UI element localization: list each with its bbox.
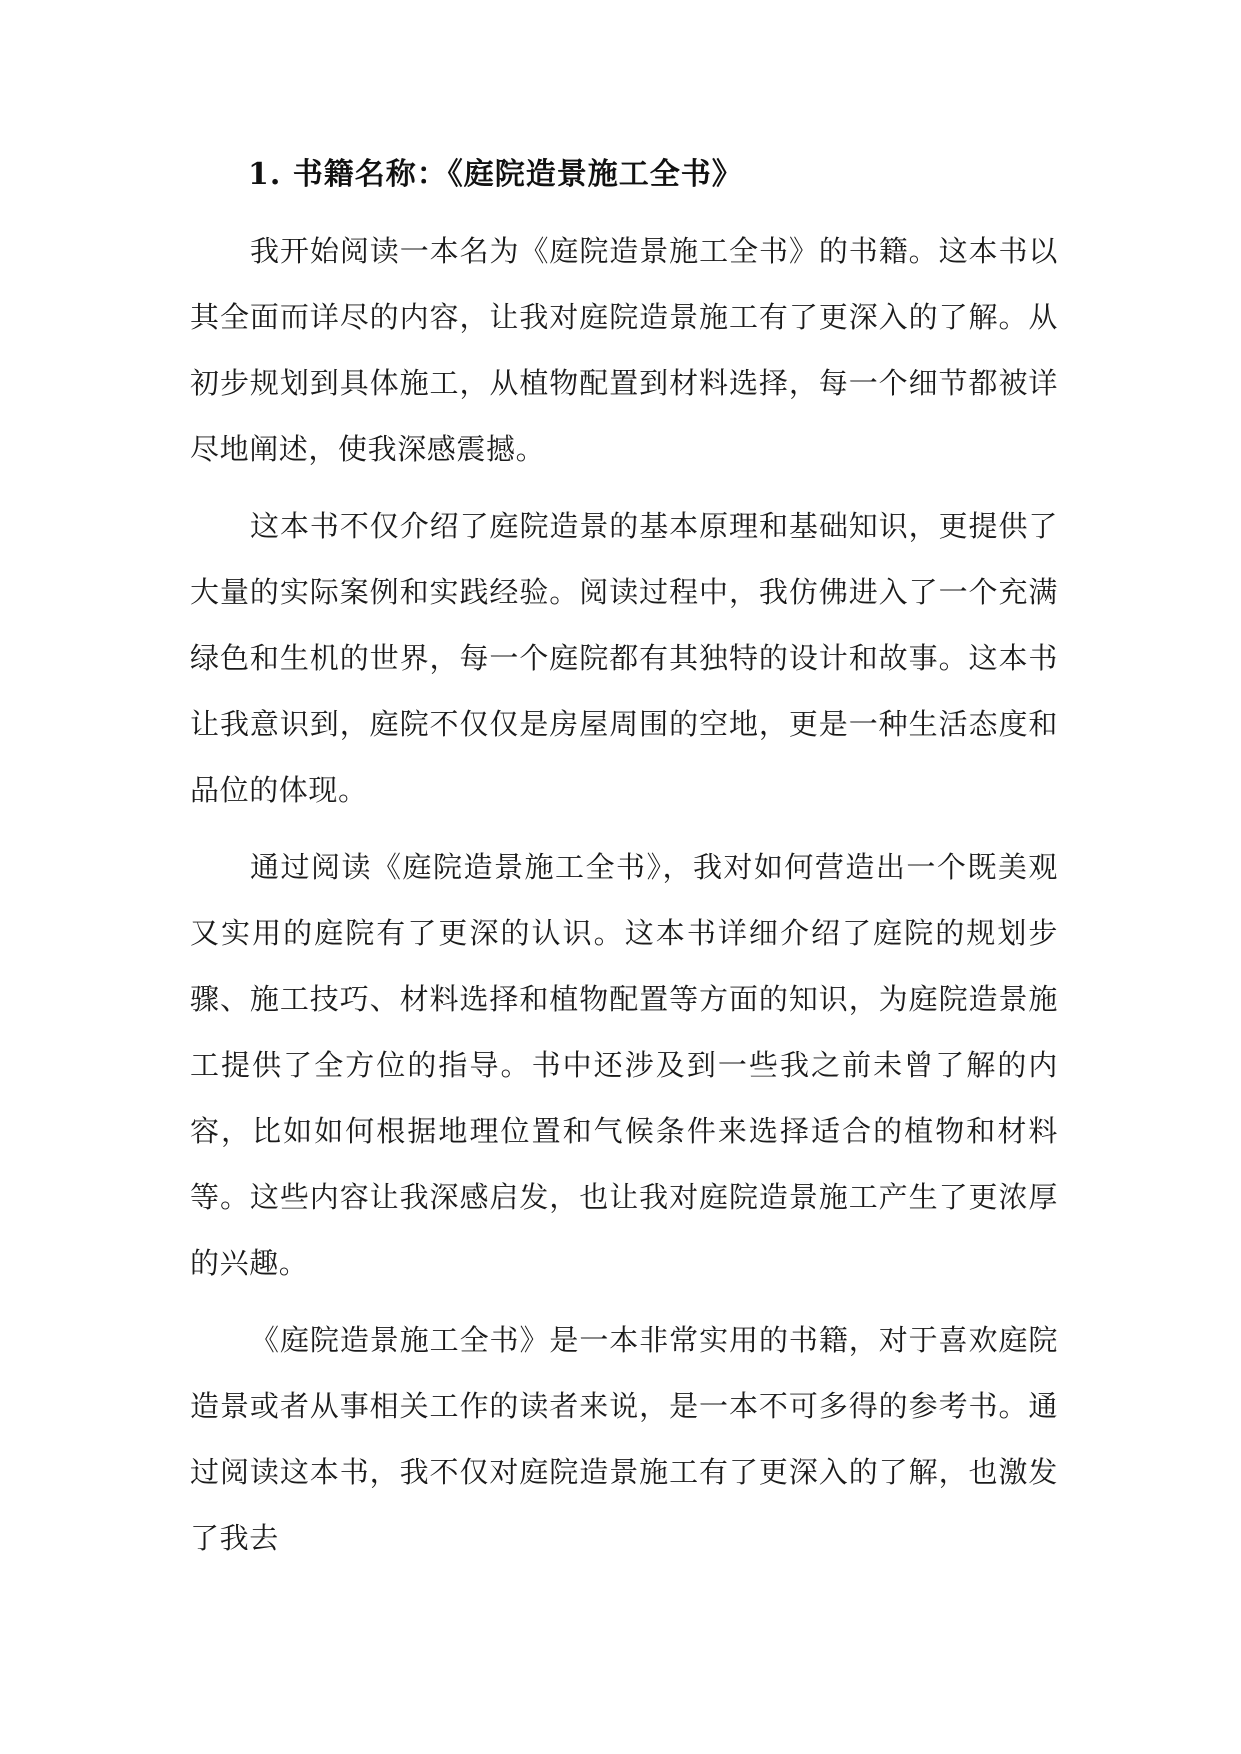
- paragraph-1: 我开始阅读一本名为《庭院造景施工全书》的书籍。这本书以其全面而详尽的内容，让我对庭院造景施工有了更深入的了解。从初步规划到具体施工，从植物配置到材料选择，每一个细节都被详尽地阐述，使我深感震撼。: [190, 234, 1058, 466]
- paragraph-2: 这本书不仅介绍了庭院造景的基本原理和基础知识，更提供了大量的实际案例和实践经验。阅读过程中，我仿佛进入了一个充满绿色和生机的世界，每一个庭院都有其独特的设计和故事。这本书让我意识到，庭院不仅仅是房屋周围的空地，更是一种生活态度和品位的体现。: [190, 509, 1058, 807]
- document-body: [190, 150, 1058, 1582]
- section-heading: 1. 书籍名称：《庭院造景施工全书》: [248, 157, 743, 192]
- paragraph-4: 《庭院造景施工全书》是一本非常实用的书籍，对于喜欢庭院造景或者从事相关工作的读者来说，是一本不可多得的参考书。通过阅读这本书，我不仅对庭院造景施工有了更深入的了解，也激发了我去: [190, 1323, 1058, 1555]
- paragraph-3: 通过阅读《庭院造景施工全书》，我对如何营造出一个既美观又实用的庭院有了更深的认识。这本书详细介绍了庭院的规划步骤、施工技巧、材料选择和植物配置等方面的知识，为庭院造景施工提供了全方位的指导。书中还涉及到一些我之前未曾了解的内容，比如如何根据地理位置和气候条件来选择适合的植物和材料等。这些内容让我深感启发，也让我对庭院造景施工产生了更浓厚的兴趣。: [190, 850, 1058, 1280]
